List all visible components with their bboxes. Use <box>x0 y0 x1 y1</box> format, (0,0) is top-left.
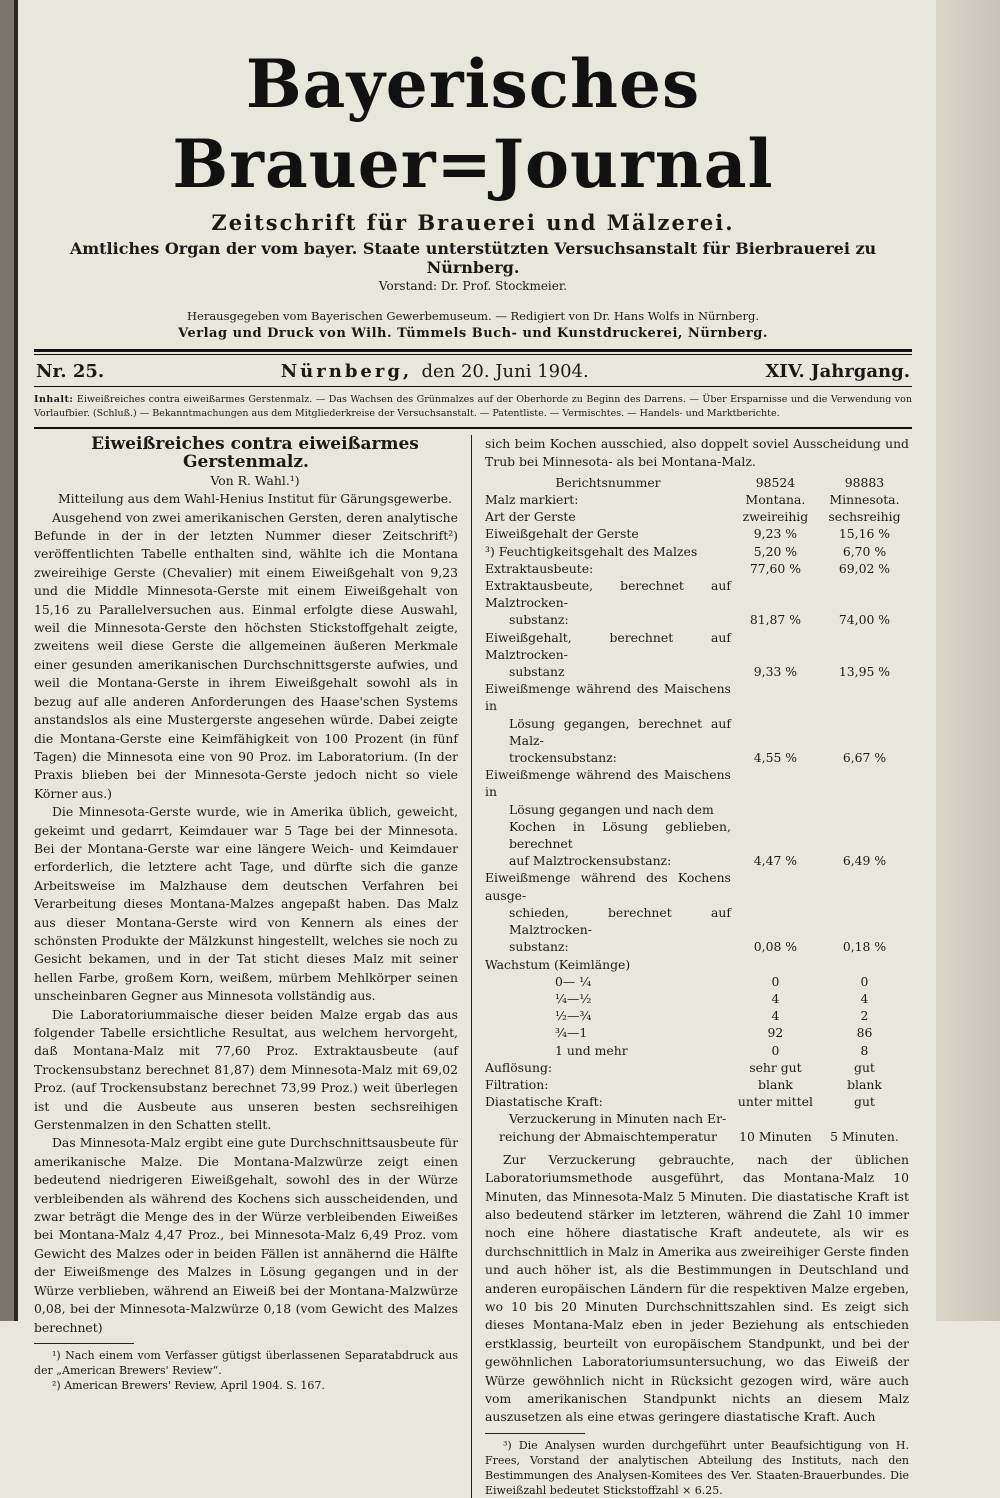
footnote: ¹) Nach einem vom Verfasser gütigst überlassenen Separatabdruck aus der „American Brewers' Review“. <box>34 1348 458 1377</box>
table-cell-montana: 0 <box>771 1042 780 1058</box>
table-cell-minnesota: blank <box>847 1076 882 1092</box>
table-cell-label: schieden, berechnet auf Malztrocken- <box>509 904 731 938</box>
table-cell-minnesota: 86 <box>856 1025 873 1041</box>
table-cell-label: Verzuckerung in Minuten nach Er- <box>509 1111 727 1127</box>
table-cell-montana: 4 <box>771 990 780 1006</box>
table-cell-montana: 9,33 % <box>753 664 798 680</box>
table-cell-minnesota <box>820 680 909 714</box>
table-cell-montana <box>731 818 820 852</box>
masthead-rule <box>34 349 912 352</box>
table-cell-montana: 0 <box>771 973 780 989</box>
table-cell-label: Art der Gerste <box>485 509 576 525</box>
table-cell-montana: 4 <box>771 1008 780 1024</box>
table-cell-label: reichung der Abmaischtemperatur <box>499 1128 717 1144</box>
table-cell-minnesota: 69,02 % <box>838 560 891 576</box>
table-cell-label: Eiweißmenge während des Maischens in <box>485 767 731 800</box>
table-cell-montana: 4,55 % <box>753 750 798 766</box>
dateline <box>34 355 912 386</box>
table-row <box>485 1007 909 1024</box>
table-cell-label: Filtration: <box>485 1076 549 1092</box>
table-cell-label: Eiweißgehalt, berechnet auf Malztrocken- <box>485 629 731 662</box>
results-table-body <box>485 474 909 1145</box>
table-cell-montana <box>731 715 820 749</box>
scan-right-edge <box>936 0 1000 1321</box>
masthead-herausgeber: Herausgegeben vom Bayerischen Gewerbemuseum. — Redigiert von Dr. Hans Wolfs in Nürnberg. <box>186 309 759 323</box>
table-cell-minnesota: 6,70 % <box>842 543 887 559</box>
table-cell-montana <box>731 904 820 938</box>
table-row <box>485 663 909 680</box>
table-cell-label: Auflösung: <box>485 1059 553 1075</box>
issue-place: Nürnberg, <box>280 361 413 382</box>
table-row <box>485 629 909 663</box>
table-row <box>485 801 909 818</box>
table-row <box>485 560 909 577</box>
table-cell-minnesota: 0 <box>860 973 869 989</box>
table-row <box>485 852 909 869</box>
table-cell-label: Wachstum (Keimlänge) <box>485 956 631 972</box>
article-affiliation: Mitteilung aus dem Wahl-Henius Institut für Gärungsgewerbe. <box>57 491 453 507</box>
table-row <box>485 525 909 542</box>
table-cell-montana: 10 Minuten <box>739 1128 812 1144</box>
table-row <box>485 543 909 560</box>
table-cell-label: substanz <box>509 664 565 680</box>
table-cell-minnesota: 15,16 % <box>838 526 891 542</box>
table-row <box>485 611 909 628</box>
table-row <box>485 869 909 903</box>
table-row <box>485 577 909 611</box>
table-cell-montana: 77,60 % <box>749 560 802 576</box>
table-cell-minnesota: 8 <box>860 1042 869 1058</box>
table-cell-montana: blank <box>758 1076 793 1092</box>
issue-number: Nr. 25. <box>36 361 105 382</box>
table-cell-label: Diastatische Kraft: <box>485 1094 603 1110</box>
table-cell-montana: 9,23 % <box>753 526 798 542</box>
right-column <box>472 435 909 1498</box>
table-cell-label: Malz markiert: <box>485 492 579 508</box>
table-cell-montana: sehr gut <box>749 1059 802 1075</box>
paragraph: sich beim Kochen ausschied, also doppelt soviel Ausscheidung und Trub bei Minnesota- als bei Montana-Malz. <box>485 436 909 470</box>
table-cell-label: substanz: <box>509 612 569 628</box>
table-cell-minnesota: 0,18 % <box>842 939 887 955</box>
table-cell-minnesota <box>820 715 909 749</box>
table-row <box>485 680 909 714</box>
table-cell-label: Eiweißmenge während des Maischens in <box>485 681 731 714</box>
masthead-title: Bayerisches Brauer=Journal <box>172 45 774 203</box>
table-cell-montana: Montana. <box>745 492 806 508</box>
table-cell-montana <box>731 956 820 973</box>
table-cell-montana: 5,20 % <box>753 543 798 559</box>
table-cell-minnesota: 5 Minuten. <box>830 1128 899 1144</box>
table-cell-montana: 81,87 % <box>749 612 802 628</box>
table-row <box>485 491 909 508</box>
table-cell-minnesota <box>820 766 909 800</box>
table-row <box>485 1042 909 1059</box>
table-row <box>485 1024 909 1041</box>
paragraph: Das Minnesota-Malz ergibt eine gute Durchschnittsausbeute für amerikanische Malze. Die Montana-Malzwürze zeigt einen bedeutend niedrigeren Eiweißgehalt, sowohl des in der Würze verbleibenden als während des Kochens sich ausscheidenden, und zwar beträgt die Menge des in der Würze verbleibenden Eiweißes bei Montana-Malz 4,47 Proz., bei Minnesota-Malz 6,49 Proz. vom Gewicht des Malzes oder in beiden Fällen ist annähernd die Hälfte der Eiweißmenge des Malzes in Lösung gegangen und in der Würze verblieben, während an Eiweiß bei der Montana-Malzwürze 0,08, bei der Minnesota-Malzwürze 0,18 (vom Gewicht des Malzes berechnet) <box>34 1135 458 1335</box>
table-cell-minnesota: 6,49 % <box>842 853 887 869</box>
table-cell-minnesota: 13,95 % <box>838 664 891 680</box>
masthead-subtitle: Zeitschrift für Brauerei und Mälzerei. <box>211 210 735 235</box>
footnote: ²) American Brewers' Review, April 1904. S. 167. <box>52 1378 325 1392</box>
table-cell-montana: unter mittel <box>737 1094 813 1110</box>
article-byline: Von R. Wahl.¹) <box>210 472 300 488</box>
table-row <box>485 1110 909 1127</box>
table-row <box>485 1128 909 1145</box>
table-cell-minnesota <box>820 629 909 663</box>
table-cell-label: substanz: <box>509 939 569 955</box>
table-cell-montana <box>731 577 820 611</box>
table-cell-minnesota <box>820 577 909 611</box>
paragraph: Ausgehend von zwei amerikanischen Gersten, deren analytische Befunde in der in der letzten Nummer dieser Zeitschrift²) veröffentlichten Tabelle enthalten sind, wählte ich die Montana zweireihige Gerste (Chevalier) mit einem Eiweißgehalt von 9,23 und die Middle Minnesota-Gerste mit einem Eiweißgehalt von 15,16 zu Parallelversuchen aus. Einmal erfolgte diese Auswahl, weil die Minnesota-Gerste den höchsten Stickstoffgehalt zeigte, zweitens weil diese Gerste die allgemeinen äußeren Merkmale einer gesunden amerikanischen Durchschnittsgerste aufwies, und weil die Montana-Gerste in ihrem Eiweißgehalt sowohl als in bezug auf alle anderen Anforderungen des Haase'schen Systems anstandslos als eine Mustergerste angesehen würde. Dabei zeigte die Montana-Gerste eine Keimfähigkeit von 100 Prozent (in fünf Tagen) die Minnesota eine von 90 Proz. im Laboratorium. (In der Praxis blieben bei der Minnesota-Gerste jedoch nicht so viele Körner aus.) <box>34 509 458 801</box>
table-row <box>485 474 909 491</box>
table-row <box>485 749 909 766</box>
table-cell-montana: 98524 <box>755 474 796 490</box>
table-row <box>485 938 909 955</box>
table-cell-label: Kochen in Lösung geblieben, berechnet <box>509 818 731 852</box>
table-cell-minnesota <box>820 818 909 852</box>
table-row <box>485 1059 909 1076</box>
table-cell-label: ¾—1 <box>555 1025 588 1041</box>
table-row <box>485 766 909 800</box>
table-cell-montana <box>731 629 820 663</box>
contents-summary <box>34 386 912 429</box>
masthead-verlag: Verlag und Druck von Wilh. Tümmels Buch- und Kunstdruckerei, Nürnberg. <box>178 326 768 341</box>
table-cell-label: 1 und mehr <box>555 1042 628 1058</box>
table-cell-label: Berichtsnummer <box>555 474 661 490</box>
table-cell-montana: zweireihig <box>742 509 809 525</box>
scan-binding-shadow <box>14 0 18 1321</box>
scan-left-edge <box>0 0 14 1321</box>
table-row <box>485 1076 909 1093</box>
table-cell-montana <box>731 869 820 903</box>
footnote-separator <box>485 1433 585 1434</box>
table-cell-montana <box>731 1110 820 1127</box>
table-cell-minnesota: Minnesota. <box>829 492 900 508</box>
footnote-separator <box>34 1343 134 1344</box>
article-columns <box>34 435 912 1498</box>
table-cell-minnesota: sechsreihig <box>828 509 901 525</box>
masthead-organ: Amtliches Organ der vom bayer. Staate unterstützten Versuchsanstalt für Bierbrauerei zu Nürnberg. <box>69 239 877 277</box>
table-row <box>485 818 909 852</box>
table-cell-minnesota <box>820 1110 909 1127</box>
contents-label: Inhalt: <box>34 394 74 405</box>
table-cell-montana <box>731 801 820 818</box>
table-cell-minnesota: 6,67 % <box>842 750 887 766</box>
table-row <box>485 956 909 973</box>
table-cell-label: trockensubstanz: <box>509 750 617 766</box>
table-cell-minnesota <box>820 904 909 938</box>
table-cell-label: Lösung gegangen und nach dem <box>509 801 714 817</box>
table-cell-label: Eiweißmenge während des Kochens ausge- <box>485 870 731 903</box>
paragraph: Zur Verzuckerung gebrauchte, nach der üblichen Laboratoriumsmethode ausgeführt, das Montana-Malz 10 Minuten, das Minnesota-Malz 5 Minuten. Die diastatische Kraft ist also bedeutend stärker im letzteren, während die Zahl 10 immer noch eine höhere diastatische Kraft andeutete, als wir es durchschnittlich in Malz in Amerika aus zweireihiger Gerste finden und auch höher ist, als die Bestimmungen in Deutschland und anderen europäischen Ländern für die respektiven Malze ergeben, wo 10 bis 20 Minuten Durchschnittszahlen sind. Es zeigt sich dieses Montana-Malz eben in jeder Beziehung als entschieden erstklassig, beurteilt von europäischem Standpunkt, und bei der gewöhnlichen Laboratoriumsuntersuchung, wo das Eiweiß der Würze gewöhnlich nicht in Rücksicht gezogen wird, wäre auch vom amerikanischen Standpunkt nichts an diesem Malz auszusetzen als eine etwas geringere diastatische Kraft. Auch <box>485 1151 909 1425</box>
table-cell-minnesota <box>820 869 909 903</box>
contents-text: Eiweißreiches contra eiweißarmes Gerstenmalz. — Das Wachsen des Grünmalzes auf der Oberhorde zu Beginn des Darrens. — Über Ersparnisse und die Verwendung von Vorlaufbier. (Schluß.) — Bekanntmachungen aus dem Mitgliederkreise der Versuchsanstalt. — Patentliste. — Vermischtes. — Handels- und Marktberichte. <box>34 394 912 419</box>
table-cell-minnesota <box>820 801 909 818</box>
table-cell-minnesota: 98883 <box>844 474 885 490</box>
article-title: Eiweißreiches contra eiweißarmes Gerstenmalz. <box>91 434 419 473</box>
footnote: ³) Die Analysen wurden durchgeführt unter Beaufsichtigung von H. Frees, Vorstand der analytischen Abteilung des Instituts, nach den Bestimmungen des Analysen-Komitees des Ver. Staaten-Brauerbundes. Die Eiweißzahl bedeutet Stickstoffzahl × 6.25. <box>485 1438 909 1497</box>
paragraph: Die Laboratoriummaische dieser beiden Malze ergab das aus folgender Tabelle ersichtliche Resultat, aus welchem hervorgeht, daß Montana-Malz mit 77,60 Proz. Extraktausbeute (auf Trockensubstanz berechnet 81,87) dem Minnesota-Malz mit 69,02 Proz. (auf Trockensubstanz berechnet 73,99 Proz.) weit überlegen ist und die Ausbeute aus unseren besten sechsreihigen Gerstenmalzen in den Schatten stellt. <box>34 1006 458 1133</box>
table-cell-label: auf Malztrockensubstanz: <box>509 853 672 869</box>
table-row <box>485 904 909 938</box>
issue-place-date <box>281 361 589 382</box>
table-cell-label: 0— ¼ <box>555 973 592 989</box>
masthead-vorstand: Vorstand: Dr. Prof. Stockmeier. <box>378 279 568 293</box>
table-cell-label: Extraktausbeute: <box>485 560 594 576</box>
newspaper-page <box>34 40 912 1498</box>
table-row <box>485 1093 909 1110</box>
table-cell-minnesota <box>820 956 909 973</box>
table-cell-montana: 92 <box>767 1025 784 1041</box>
table-cell-montana: 0,08 % <box>753 939 798 955</box>
table-cell-montana: 4,47 % <box>753 853 798 869</box>
issue-jahrgang: XIV. Jahrgang. <box>765 361 910 382</box>
results-table <box>485 474 909 1145</box>
table-cell-label: ¼—½ <box>555 990 592 1006</box>
table-row <box>485 973 909 990</box>
table-row <box>485 508 909 525</box>
table-cell-label: ³) Feuchtigkeitsgehalt des Malzes <box>485 543 698 559</box>
table-cell-label: Lösung gegangen, berechnet auf Malz- <box>509 715 731 748</box>
table-row <box>485 990 909 1007</box>
table-cell-label: Eiweißgehalt der Gerste <box>485 526 639 542</box>
issue-date: den 20. Juni 1904. <box>421 361 589 382</box>
table-cell-minnesota: 74,00 % <box>838 612 891 628</box>
table-row <box>485 715 909 749</box>
table-cell-minnesota: gut <box>854 1059 875 1075</box>
table-cell-minnesota: 2 <box>860 1008 869 1024</box>
paragraph: Die Minnesota-Gerste wurde, wie in Amerika üblich, geweicht, gekeimt und gedarrt, Keimdauer war 5 Tage bei der Minnesota. Bei der Montana-Gerste war eine längere Weich- und Keimdauer erforderlich, die letztere acht Tage, und dürfte sich die ganze Arbeitsweise im Malzhause dem deutschen Verfahren bei Verarbeitung dieses Montana-Malzes angepaßt haben. Das Malz aus dieser Montana-Gerste wird von Kennern als eines der schönsten Produkte der Mälzkunst hingestellt, welches sie noch zu Gesicht bekamen, und in der Tat sticht dieses Malz mit seiner hellen Farbe, großem Korn, weißem, mürbem Mehlkörper seinen unscheinbaren Gegner aus Minnesota vollständig aus. <box>34 804 458 1004</box>
table-cell-label: ½—¾ <box>555 1008 592 1024</box>
table-cell-montana <box>731 766 820 800</box>
table-cell-label: Extraktausbeute, berechnet auf Malztrocken- <box>485 578 731 611</box>
table-cell-minnesota: gut <box>854 1094 875 1110</box>
left-column <box>34 435 472 1498</box>
table-cell-montana <box>731 680 820 714</box>
table-cell-minnesota: 4 <box>860 990 869 1006</box>
